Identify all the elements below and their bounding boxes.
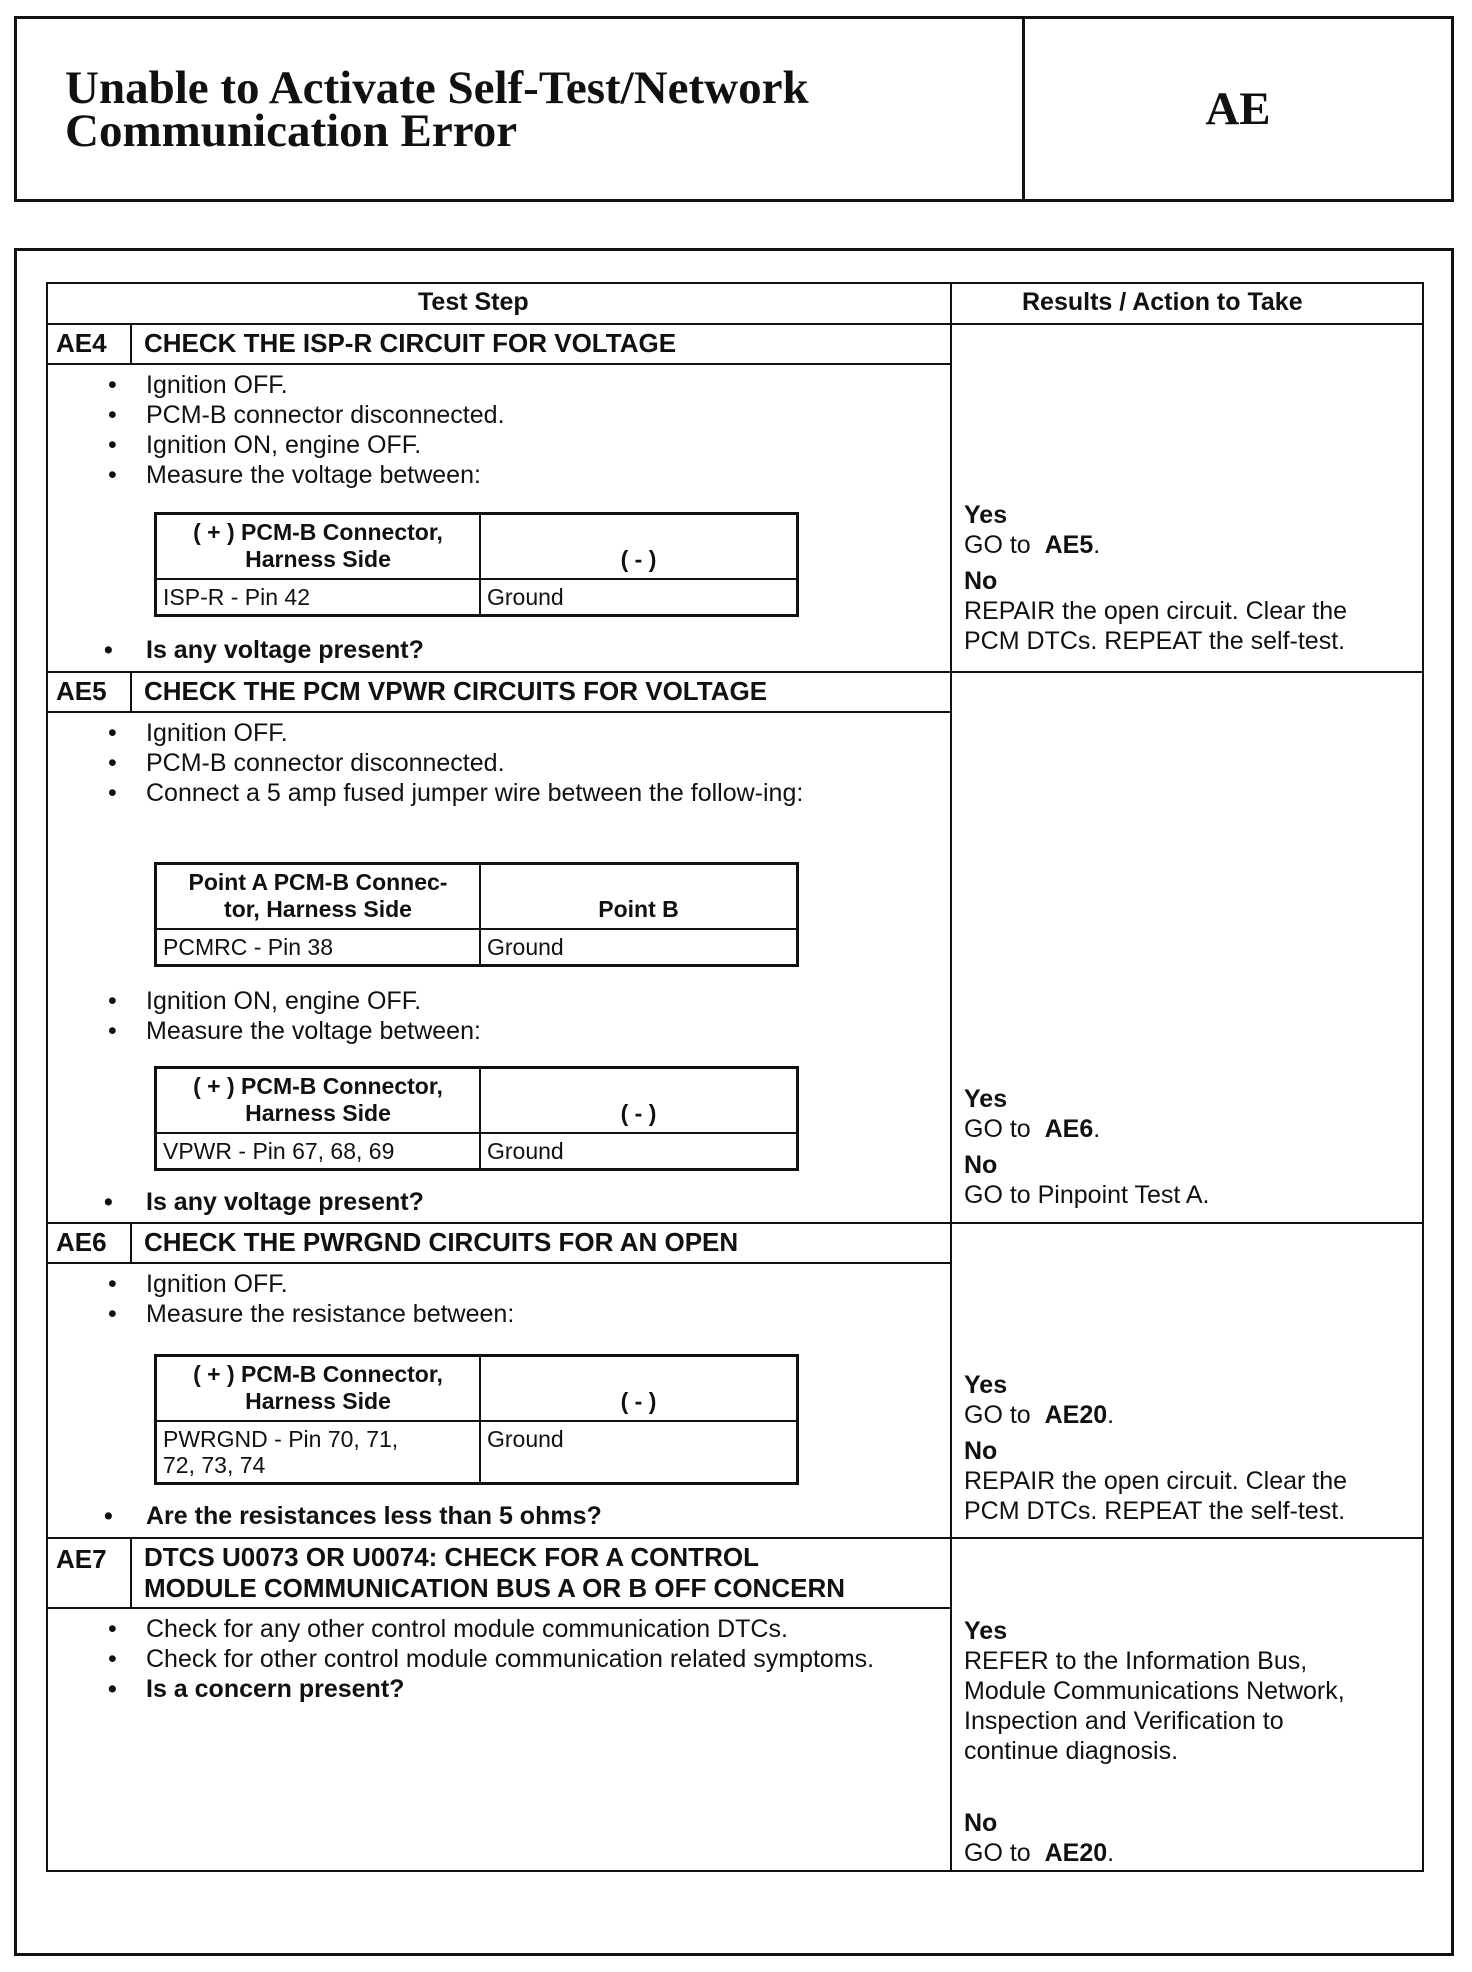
list-item: • Ignition OFF.: [104, 718, 864, 748]
step-id-ae6: AE6: [56, 1227, 107, 1257]
step-id-ae5: AE5: [56, 676, 107, 706]
step-ae5-bullets: [104, 718, 864, 808]
list-item: • Is a concern present?: [104, 1674, 904, 1704]
step-id-ae4: AE4: [56, 328, 107, 358]
table-cell: Ground: [480, 1421, 798, 1484]
step-title-ae7: DTCS U0073 OR U0074: CHECK FOR A CONTROL MODULE COMMUNICATION BUS A OR B OFF CONCERN: [144, 1542, 845, 1603]
step-title-ae4: CHECK THE ISP-R CIRCUIT FOR VOLTAGE: [144, 328, 677, 358]
ae5-jumper-table: [154, 862, 799, 967]
header-test-step: Test Step: [418, 288, 529, 316]
table-cell: VPWR - Pin 67, 68, 69: [156, 1133, 481, 1170]
table-header-cell: ( + ) PCM-B Connector, Harness Side: [156, 1068, 481, 1134]
table-cell: PWRGND - Pin 70, 71, 72, 73, 74: [156, 1421, 481, 1484]
step-ae4-bullets: [104, 370, 844, 490]
table-header-cell: ( - ): [480, 514, 798, 580]
list-item: • Measure the resistance between:: [104, 1299, 844, 1329]
section-code: AE: [1205, 83, 1271, 135]
yes-label: Yes: [964, 1617, 1008, 1645]
step-ae4-question: • Is any voltage present?: [146, 636, 424, 665]
step-ae6-bullets: [104, 1269, 844, 1329]
list-item: • Connect a 5 amp fused jumper wire between the follow-ing:: [104, 778, 864, 808]
ae4-measure-table: [154, 512, 799, 617]
table-cell: Ground: [480, 579, 798, 616]
table-header-cell: ( - ): [480, 1068, 798, 1134]
list-item: • Ignition OFF.: [104, 1269, 844, 1299]
yes-label: Yes: [964, 501, 1008, 529]
header-box: [14, 16, 1454, 202]
header-results: Results / Action to Take: [1022, 288, 1303, 316]
step-ae7-bullets: [104, 1614, 904, 1704]
step-title-ae5: CHECK THE PCM VPWR CIRCUITS FOR VOLTAGE: [144, 676, 768, 706]
table-header-cell: Point A PCM-B Connec- tor, Harness Side: [156, 864, 481, 930]
step-ae5-results: Yes GO to AE6. No GO to Pinpoint Test A.: [964, 1084, 1414, 1210]
ae6-measure-table: [154, 1354, 799, 1485]
step-ae6-question: • Are the resistances less than 5 ohms?: [146, 1502, 602, 1531]
list-item: • Check for any other control module communication DTCs.: [104, 1614, 904, 1644]
table-cell: Ground: [480, 929, 798, 966]
step-ae5-question: • Is any voltage present?: [146, 1188, 424, 1217]
test-step-table: [46, 282, 1424, 1872]
step-ae6-results: Yes GO to AE20. No REPAIR the open circuit. Clear the PCM DTCs. REPEAT the self-test.: [964, 1370, 1414, 1526]
list-item: • PCM-B connector disconnected.: [104, 400, 844, 430]
table-header-cell: ( + ) PCM-B Connector, Harness Side: [156, 514, 481, 580]
step-title-ae6: CHECK THE PWRGND CIRCUITS FOR AN OPEN: [144, 1227, 739, 1257]
no-label: No: [964, 567, 998, 595]
list-item: • Ignition ON, engine OFF.: [104, 986, 844, 1016]
step-ae5-bullets-2: [104, 986, 844, 1046]
step-ae7-results: Yes REFER to the Information Bus, Module Communications Network, Inspection and Verification to continue diagnosis. No GO to AE20.: [964, 1616, 1414, 1868]
table-cell: PCMRC - Pin 38: [156, 929, 481, 966]
list-item: • Ignition ON, engine OFF.: [104, 430, 844, 460]
list-item: • Check for other control module communication related symptoms.: [104, 1644, 904, 1674]
ae5-measure-table: [154, 1066, 799, 1171]
step-id-ae7: AE7: [56, 1544, 107, 1574]
yes-label: Yes: [964, 1371, 1008, 1399]
no-label: No: [964, 1151, 998, 1179]
list-item: • Ignition OFF.: [104, 370, 844, 400]
table-header-cell: ( + ) PCM-B Connector, Harness Side: [156, 1356, 481, 1422]
step-ae4-results: Yes GO to AE5. No REPAIR the open circuit. Clear the PCM DTCs. REPEAT the self-test.: [964, 500, 1414, 656]
no-label: No: [964, 1437, 998, 1465]
table-cell: Ground: [480, 1133, 798, 1170]
table-cell: ISP-R - Pin 42: [156, 579, 481, 616]
list-item: • Measure the voltage between:: [104, 1016, 844, 1046]
page-title: Unable to Activate Self-Test/Network Communication Error: [65, 62, 809, 157]
list-item: • Measure the voltage between:: [104, 460, 844, 490]
list-item: • PCM-B connector disconnected.: [104, 748, 864, 778]
table-header-cell: Point B: [480, 864, 798, 930]
yes-label: Yes: [964, 1085, 1008, 1113]
no-label: No: [964, 1809, 998, 1837]
table-header-cell: ( - ): [480, 1356, 798, 1422]
